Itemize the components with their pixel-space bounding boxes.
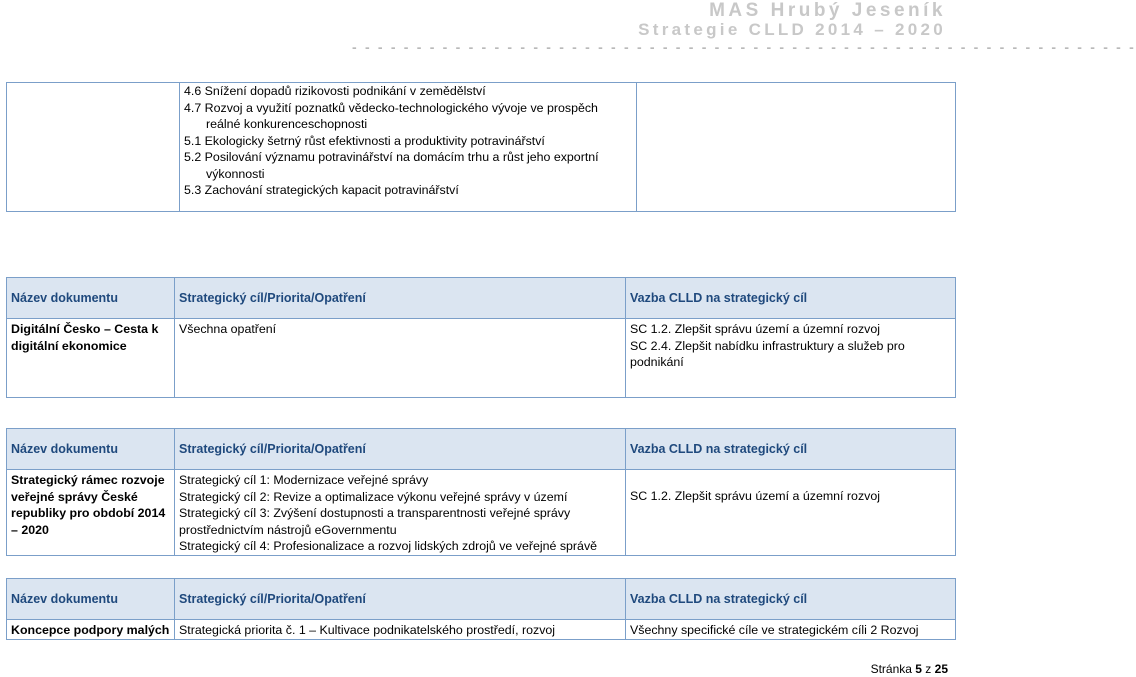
column-header-doc: Název dokumentu — [7, 579, 175, 620]
column-header-doc: Název dokumentu — [7, 429, 175, 470]
list-item: Strategický cíl 2: Revize a optimalizace výkonu veřejné správy v území — [179, 489, 568, 504]
list-item: 4.6 Snížení dopadů rizikovosti podnikání v zemědělství — [184, 84, 486, 98]
table-cell-link — [626, 620, 956, 640]
page-total: 25 — [934, 662, 948, 676]
page-label: Stránka — [870, 662, 912, 676]
table-cell-link — [637, 83, 956, 212]
table-continuation — [6, 82, 956, 212]
list-item: SC 1.2. Zlepšit správu území a územní rozvoj — [630, 489, 880, 503]
table-cell-doc: Koncepce podpory malých — [7, 620, 175, 640]
header-strategy: Strategie CLLD 2014 – 2020 — [638, 20, 946, 39]
page-number: 5 — [915, 662, 922, 676]
list-item: 4.7 Rozvoj a využití poznatků vědecko-technologického vývoje ve prospěch — [184, 100, 598, 115]
table-public-administration — [6, 428, 956, 556]
list-item: Strategický cíl 4: Profesionalizace a rozvoj lidských zdrojů ve veřejné správě — [179, 539, 598, 553]
list-item: Všechna opatření — [179, 322, 277, 336]
list-item: 5.1 Ekologicky šetrný růst efektivnosti a produktivity potravinářství — [184, 133, 545, 148]
page-separator: z — [925, 662, 932, 676]
table-sme-support — [6, 578, 956, 640]
column-header-goal: Strategický cíl/Priorita/Opatření — [175, 429, 626, 470]
column-header-doc: Název dokumentu — [7, 278, 175, 319]
list-item: Strategický cíl 1: Modernizace veřejné správy — [179, 473, 429, 487]
table-cell-doc — [7, 83, 180, 212]
table-cell-goals — [180, 83, 637, 212]
list-item: SC 2.4. Zlepšit nabídku infrastruktury a služeb pro podnikání — [630, 338, 905, 369]
list-item: reálné konkurenceschopnosti — [206, 117, 368, 131]
header-org: MAS Hrubý Jeseník — [709, 0, 946, 21]
column-header-link: Vazba CLLD na strategický cíl — [626, 429, 956, 470]
list-item: Všechny specifické cíle ve strategickém cíli 2 Rozvoj — [630, 623, 919, 637]
header-divider: - - - - - - - - - - - - - - - - - - - - - - - - - - - - - - - - - - - - - - - - - - - - - - - - - - - - - - - - - - - - - — [352, 39, 1136, 55]
table-cell-link — [626, 319, 956, 398]
table-cell-doc: Digitální Česko – Cesta k digitální ekonomice — [7, 319, 175, 398]
table-cell-link — [626, 470, 956, 556]
table-cell-goal — [175, 470, 626, 556]
table-cell-goal — [175, 319, 626, 398]
table-digital-czechia — [6, 277, 956, 398]
list-item: 5.2 Posilování významu potravinářství na domácím trhu a růst jeho exportní — [184, 150, 599, 164]
list-item: výkonnosti — [206, 166, 265, 181]
page-footer — [871, 662, 948, 676]
column-header-link: Vazba CLLD na strategický cíl — [626, 579, 956, 620]
list-item: Strategická priorita č. 1 – Kultivace podnikatelského prostředí, rozvoj — [179, 623, 556, 637]
column-header-goal: Strategický cíl/Priorita/Opatření — [175, 579, 626, 620]
list-item: Strategický cíl 3: Zvýšení dostupnosti a transparentnosti veřejné správy prostřednictvím nástrojů eGovernmentu — [179, 506, 571, 537]
list-item: 5.3 Zachování strategických kapacit potravinářství — [184, 183, 459, 197]
table-cell-goal — [175, 620, 626, 640]
column-header-link: Vazba CLLD na strategický cíl — [626, 278, 956, 319]
table-cell-doc: Strategický rámec rozvoje veřejné správy České republiky pro období 2014 – 2020 — [7, 470, 175, 556]
list-item: SC 1.2. Zlepšit správu území a územní rozvoj — [630, 322, 880, 336]
column-header-goal: Strategický cíl/Priorita/Opatření — [175, 278, 626, 319]
